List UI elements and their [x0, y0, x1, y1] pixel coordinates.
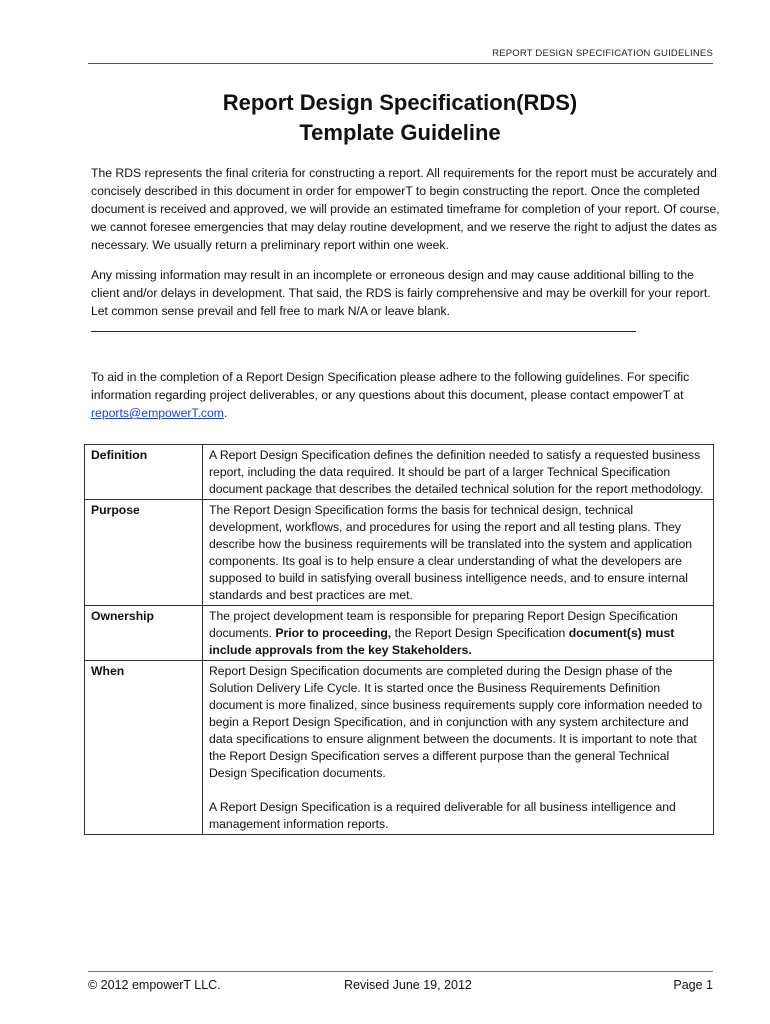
- intro-paragraph-2: Any missing information may result in an incomplete or erroneous design and may cause additional billing to the client and/or delays in development. That said, the RDS is fairly comprehensive and may be overkill for your report. Let common sense prevail and fell free to mark N/A or leave blank.: [91, 268, 711, 318]
- title-line-1: Report Design Specification(RDS): [222, 90, 578, 115]
- table-row: [85, 445, 714, 500]
- when-paragraph-2: A Report Design Specification is a required deliverable for all business intelligence and management information reports.: [209, 800, 676, 831]
- footer-page-number: Page 1: [673, 978, 713, 992]
- footer-divider: [88, 971, 713, 972]
- row-label-ownership: Ownership: [85, 606, 203, 661]
- running-header: REPORT DESIGN SPECIFICATION GUIDELINES: [492, 48, 713, 59]
- intro-paragraph-1: The RDS represents the final criteria for constructing a report. All requirements for the report must be accurately and concisely described in this document in order for empowerT to begin constructing the report. Once the completed document is received and approved, we will provide an estimated timeframe for completion of your report. Of course, we cannot foresee emergencies that may delay routine development, and we reserve the right to adjust the dates as necessary. We usually return a preliminary report within one week.: [91, 166, 720, 252]
- document-title: [0, 88, 770, 148]
- row-text-when: [203, 661, 714, 835]
- header-divider: [88, 63, 713, 64]
- row-label-when: When: [85, 661, 203, 835]
- ownership-bold-a: Prior to proceeding,: [275, 626, 392, 640]
- row-label-purpose: Purpose: [85, 500, 203, 606]
- guideline-table: [84, 444, 714, 835]
- intro-paragraph-3: [91, 368, 721, 422]
- row-text-ownership: [203, 606, 714, 661]
- row-text-purpose: The Report Design Specification forms the basis for technical design, technical development, workflows, and procedures for using the report and all testing plans. They describe how the business requirements will be translated into the system and application components. Its goal is to help ensure a clear understanding of what the developers are supposed to build in satisfying overall business intelligence needs, and to ensure internal standards and best practices are met.: [203, 500, 714, 606]
- footer-copyright: © 2012 empowerT LLC.: [88, 978, 221, 992]
- row-label-definition: Definition: [85, 445, 203, 500]
- table-row: [85, 606, 714, 661]
- ownership-text-a: The project development team is responsible for preparing Report Design Specification documents.: [209, 609, 678, 640]
- footer-revised-date: Revised June 19, 2012: [344, 978, 472, 992]
- table-row: [85, 500, 714, 606]
- row-text-definition: A Report Design Specification defines the definition needed to satisfy a requested business report, including the data required. It should be part of a larger Technical Specification document package that describes the detailed technical solution for the report methodology.: [203, 445, 714, 500]
- ownership-bold-b: document(s) must include approvals from the key Stakeholders.: [209, 626, 675, 657]
- ownership-text-b: the Report Design Specification: [391, 626, 569, 640]
- title-line-2: Template Guideline: [299, 120, 501, 145]
- when-paragraph-1: Report Design Specification documents are completed during the Design phase of the Solution Delivery Life Cycle. It is started once the Business Requirements Definition document is more finalized, since business requirements supply core information needed to begin a Report Design Specification, and in conjunction with any system architecture and data specifications to ensure alignment between the documents. It is important to note that the Report Design Specification serves a different purpose than the general Technical Design Specification documents.: [209, 664, 703, 780]
- section-divider: [91, 331, 636, 332]
- contact-text: To aid in the completion of a Report Design Specification please adhere to the following guidelines. For specific information regarding project deliverables, or any questions about this document, please contact empowerT at: [91, 370, 690, 402]
- table-row: [85, 661, 714, 835]
- contact-email-link[interactable]: reports@empowerT.com: [91, 406, 224, 420]
- contact-end: .: [223, 406, 228, 420]
